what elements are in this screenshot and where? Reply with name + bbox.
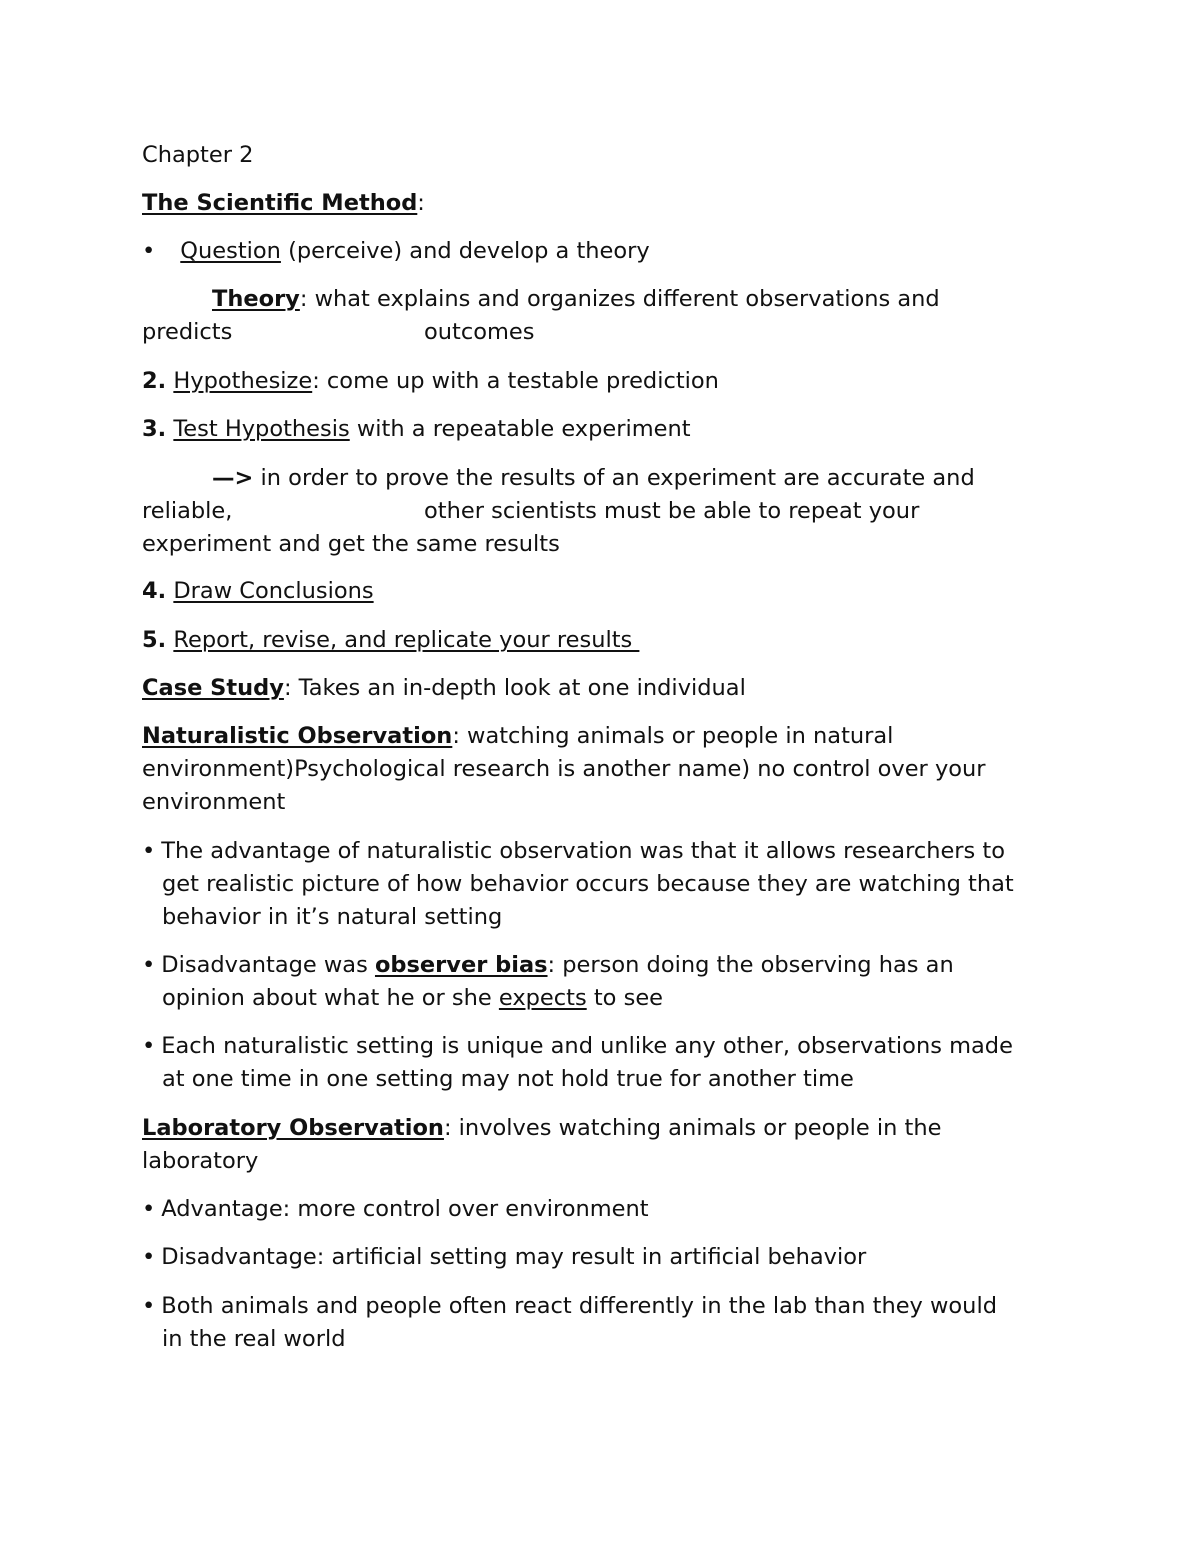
step-1 — [142, 235, 650, 268]
note-text: experiment and get the same results — [142, 531, 560, 557]
step-3 — [142, 413, 691, 446]
naturalistic-bullet-1-line-2 — [162, 868, 1014, 901]
case-study-definition — [142, 672, 746, 705]
naturalistic-text: environment)Psychological research is another name) no control over your — [142, 756, 986, 782]
bullet-text: get realistic picture of how behavior occurs because they are watching that — [162, 871, 1014, 897]
naturalistic-definition — [142, 720, 893, 753]
laboratory-definition — [142, 1112, 941, 1145]
note-text: other scientists must be able to repeat your — [424, 498, 920, 524]
section-heading-scientific-method — [142, 187, 425, 220]
expects-term: expects — [498, 985, 587, 1011]
step-5 — [142, 624, 639, 657]
theory-line-2a — [142, 316, 232, 349]
bullet-text: : person doing the observing has an — [547, 952, 954, 978]
bullet-icon: • — [142, 838, 156, 864]
naturalistic-line-2 — [142, 753, 986, 786]
bullet-text: opinion about what he or she — [162, 985, 499, 1011]
step-term: Report, revise, and replicate your results — [173, 627, 640, 653]
bullet-text: Disadvantage: artificial setting may result in artificial behavior — [161, 1244, 867, 1270]
repeat-note-line-1 — [212, 462, 975, 495]
laboratory-bullet-3-line-2 — [162, 1323, 345, 1356]
bullet-text: The advantage of naturalistic observation was that it allows researchers to — [161, 838, 1006, 864]
step-term: Draw Conclusions — [173, 578, 374, 604]
naturalistic-bullet-2 — [142, 949, 954, 982]
naturalistic-bullet-1-line-3 — [162, 901, 502, 934]
bullet-icon: • — [142, 238, 156, 264]
naturalistic-line-3 — [142, 786, 285, 819]
repeat-note-line-3 — [142, 528, 560, 561]
bullet-icon: • — [142, 1196, 156, 1222]
case-study-term: Case Study — [142, 675, 284, 701]
bullet-text: behavior in it’s natural setting — [162, 904, 503, 930]
laboratory-bullet-1 — [142, 1193, 649, 1226]
chapter-title — [142, 139, 253, 172]
step-text: (perceive) and develop a theory — [280, 238, 650, 264]
bullet-icon: • — [142, 1244, 156, 1270]
bullet-icon: • — [142, 952, 156, 978]
naturalistic-bullet-3 — [142, 1030, 1013, 1063]
naturalistic-bullet-1 — [142, 835, 1005, 868]
naturalistic-text: : watching animals or people in natural — [452, 723, 894, 749]
step-4 — [142, 575, 374, 608]
laboratory-line-2 — [142, 1145, 258, 1178]
naturalistic-term: Naturalistic Observation — [142, 723, 453, 749]
step-2 — [142, 365, 719, 398]
step-term: Hypothesize — [173, 368, 313, 394]
bullet-icon: • — [142, 1293, 156, 1319]
heading-text: The Scientific Method — [142, 190, 418, 216]
bullet-text: Both animals and people often react differently in the lab than they would — [161, 1293, 997, 1319]
step-text: : come up with a testable prediction — [312, 368, 719, 394]
theory-line-2b — [424, 316, 534, 349]
naturalistic-text: environment — [142, 789, 286, 815]
bullet-text: Each naturalistic setting is unique and unlike any other, observations made — [161, 1033, 1013, 1059]
theory-text: : what explains and organizes different observations and — [299, 286, 940, 312]
step-term: Test Hypothesis — [173, 416, 350, 442]
bullet-text: Disadvantage was — [161, 952, 375, 978]
repeat-note-line-2b — [424, 495, 919, 528]
bullet-text: to see — [586, 985, 664, 1011]
bullet-icon: • — [142, 1033, 156, 1059]
laboratory-text: : involves watching animals or people in the — [443, 1115, 942, 1141]
laboratory-bullet-2 — [142, 1241, 866, 1274]
arrow-icon: —> — [212, 465, 254, 491]
step-term: Question — [180, 238, 281, 264]
note-text: reliable, — [142, 498, 233, 524]
theory-term: Theory — [212, 286, 300, 312]
theory-text-outcomes: outcomes — [424, 319, 535, 345]
step-number: 3. — [142, 416, 167, 442]
step-text: with a repeatable experiment — [349, 416, 691, 442]
laboratory-text: laboratory — [142, 1148, 259, 1174]
observer-bias-term: observer bias — [374, 952, 548, 978]
bullet-text: at one time in one setting may not hold true for another time — [162, 1066, 854, 1092]
laboratory-bullet-3 — [142, 1290, 997, 1323]
bullet-text: in the real world — [162, 1326, 346, 1352]
naturalistic-bullet-3-line-2 — [162, 1063, 854, 1096]
theory-text-predicts: predicts — [142, 319, 233, 345]
repeat-note-line-2a — [142, 495, 232, 528]
note-text: in order to prove the results of an experiment are accurate and — [253, 465, 975, 491]
bullet-text: Advantage: more control over environment — [161, 1196, 649, 1222]
chapter-label: Chapter 2 — [142, 142, 254, 168]
step-number: 2. — [142, 368, 167, 394]
step-number: 4. — [142, 578, 167, 604]
step-number: 5. — [142, 627, 167, 653]
heading-colon: : — [417, 190, 425, 216]
laboratory-term: Laboratory Observation — [142, 1115, 444, 1141]
theory-definition — [212, 283, 940, 316]
case-study-text: : Takes an in-depth look at one individual — [283, 675, 746, 701]
naturalistic-bullet-2-line-2 — [162, 982, 663, 1015]
